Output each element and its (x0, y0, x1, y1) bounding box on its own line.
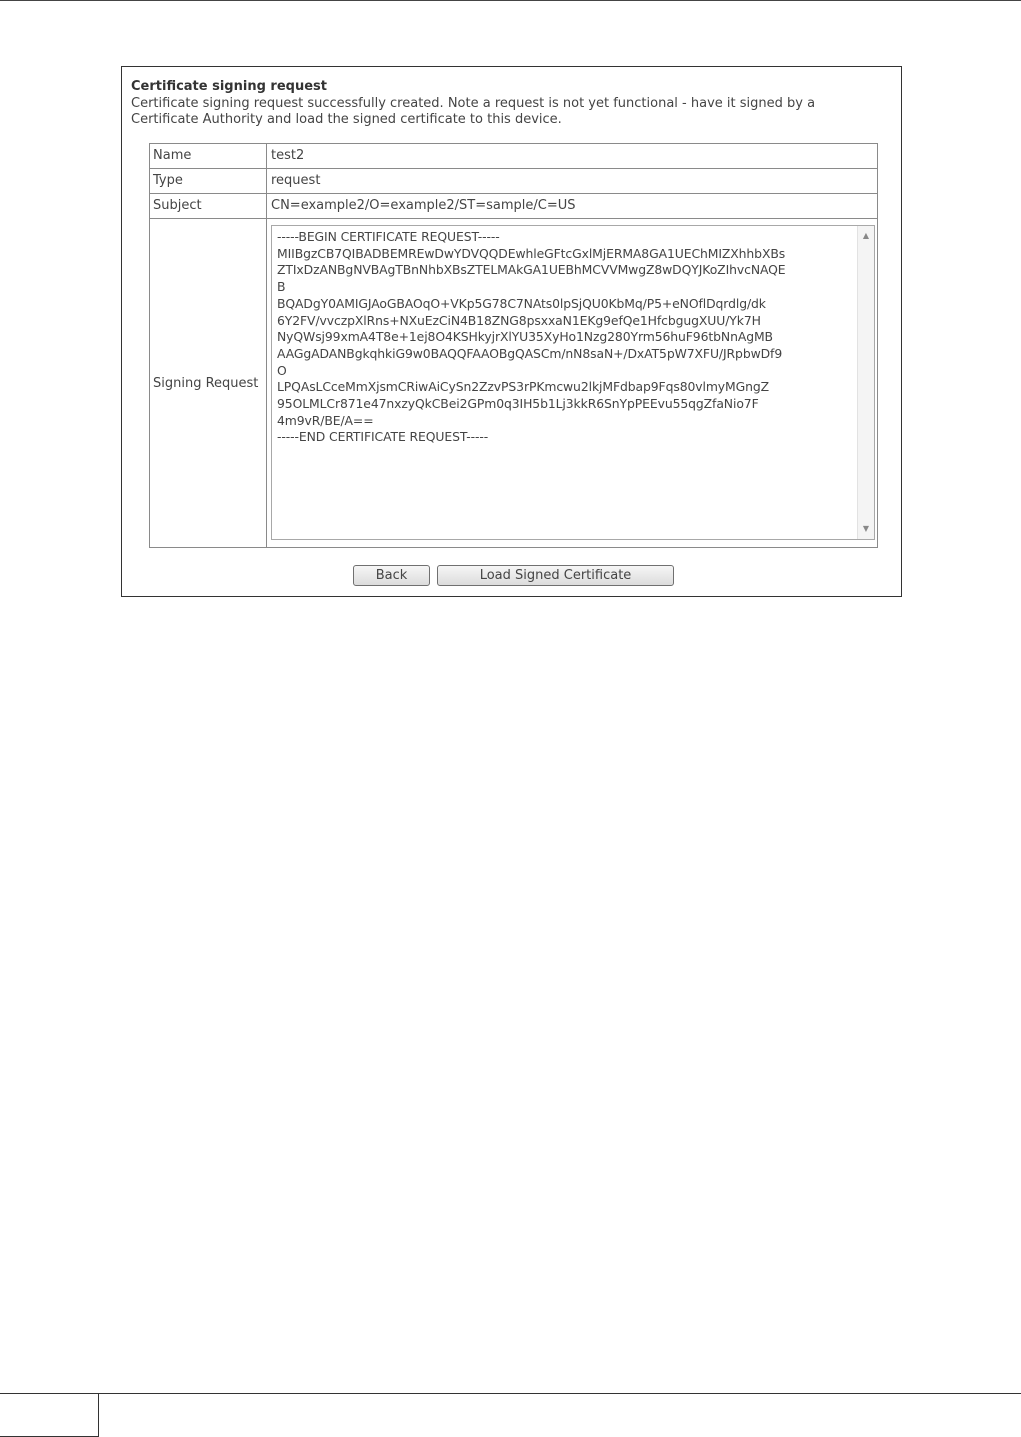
name-label: Name (150, 144, 267, 168)
name-value: test2 (271, 148, 305, 163)
type-value: request (271, 173, 321, 188)
certificate-signing-request-panel (121, 66, 902, 597)
footer-rule (99, 1393, 1021, 1394)
table-row-name (150, 144, 877, 169)
textarea-scrollbar[interactable] (857, 226, 874, 539)
back-button[interactable]: Back (353, 565, 430, 586)
page-top-rule (0, 0, 1021, 1)
scroll-up-arrow-icon[interactable]: ▲ (862, 231, 870, 240)
type-label: Type (150, 169, 267, 193)
signing-request-text[interactable]: -----BEGIN CERTIFICATE REQUEST----- MIIBgzCB7QIBADBEMREwDwYDVQQDEwhleGFtcGxlMjERMA8GA1UEChMIZXhhbXBs ZTIxDzANBgNVBAgTBnNhbXBsZTELMAkGA1UEBhMCVVMwgZ8wDQYJKoZIhvcNAQE B BQADgY0AMIGJAoGBAOqO+VKp5G78C7NAts0lpSjQU0KbMq/P5+eNOflDqrdlg/dk 6Y2FV/vvczpXlRns+NXuEzCiN4B18ZNG8psxxaN1EKg9efQe1HfcbgugXUU/Yk7H NyQWsj99xmA4T8e+1ej8O4KSHkyjrXlYU35XyHo1Nzg280Yrm56huF96tbNnAgMB AAGgADANBgkqhkiG9w0BAQQFAAOBgQASCm/nN8saN+/DxAT5pW7XFU/JRpbwDf9 O LPQAsLCceMmXjsmCRiwAiCySn2ZzvPS3rPKmcwu2lkjMFdbap9Fqs80vlmyMGngZ 95OLMLCr871e47nxzyQkCBei2GPm0q3IH5b1Lj3kkR6SnYpPEEvu55qgZfaNio7F 4m9vR/BE/A== -----END CERTIFICATE REQUEST----- (277, 229, 786, 445)
load-signed-certificate-button[interactable]: Load Signed Certificate (437, 565, 674, 586)
page-title: Certificate signing request (131, 79, 327, 94)
certificate-details-table (149, 143, 878, 548)
subject-value: CN=example2/O=example2/ST=sample/C=US (271, 198, 576, 213)
description-text: Certificate signing request successfully created. Note a request is not yet functional - have it signed by a Certificate Authority and load the signed certificate to this device. (131, 96, 816, 127)
signing-request-textarea[interactable] (271, 225, 875, 540)
scroll-down-arrow-icon[interactable]: ▼ (862, 524, 870, 533)
subject-label: Subject (150, 194, 267, 218)
page-number-box (0, 1393, 99, 1437)
table-row-type (150, 169, 877, 194)
signing-request-label: Signing Request (150, 219, 267, 547)
table-row-signing-request (150, 219, 877, 547)
table-row-subject (150, 194, 877, 219)
